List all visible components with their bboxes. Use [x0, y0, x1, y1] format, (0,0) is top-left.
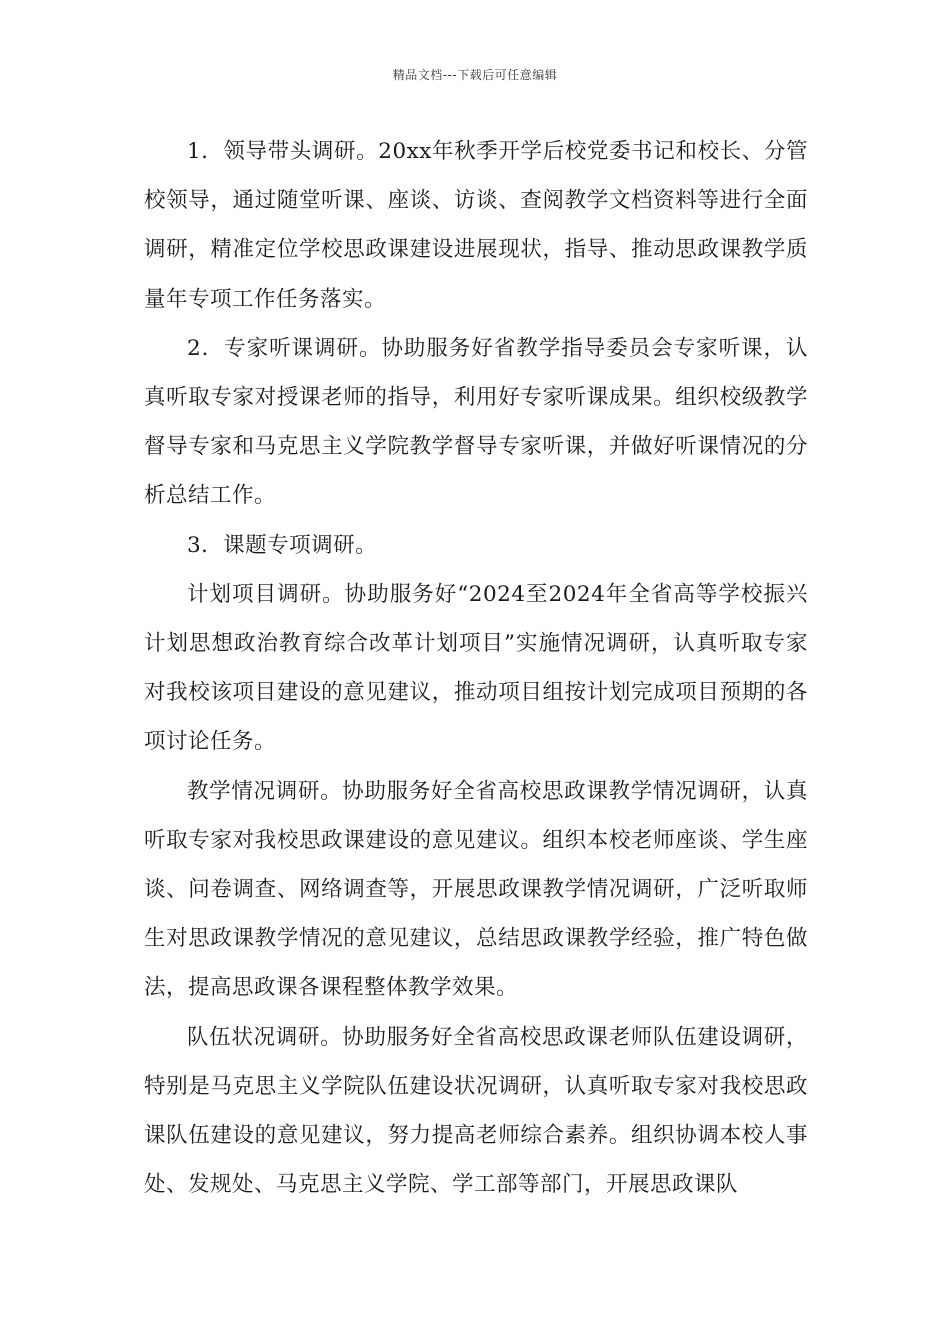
paragraph-project-research: 计划项目调研。协助服务好“2024至2024年全省高等学校振兴计划思想政治教育综合改革计划项目”实施情况调研，认真听取专家对我校该项目建设的意见建议，推动项目组按计划完成项目预期的各项讨论任务。	[144, 581, 808, 755]
document-body	[144, 127, 808, 1209]
paragraph-team-research: 队伍状况调研。协助服务好全省高校思政课老师队伍建设调研，特别是马克思主义学院队伍建设状况调研，认真听取专家对我校思政课队伍建设的意见建议，努力提高老师综合素养。组织协调本校人事处、发规处、马克思主义学院、学工部等部门，开展思政课队	[144, 1024, 808, 1198]
paragraph-topic-research-heading: 3．课题专项调研。	[187, 532, 378, 558]
paragraph-leadership-research: 1．领导带头调研。20xx年秋季开学后校党委书记和校长、分管校领导，通过随堂听课、座谈、访谈、查阅教学文档资料等进行全面调研，精准定位学校思政课建设进展现状，指导、推动思政课教学质量年专项工作任务落实。	[144, 139, 808, 312]
page-header: 精品文档---下载后可任意编辑	[392, 68, 558, 82]
paragraph-teaching-research: 教学情况调研。协助服务好全省高校思政课教学情况调研，认真听取专家对我校思政课建设的意见建议。组织本校老师座谈、学生座谈、问卷调查、网络调查等，开展思政课教学情况调研，广泛听取师生对思政课教学情况的意见建议，总结思政课教学经验，推广特色做法，提高思政课各课程整体教学效果。	[144, 778, 808, 1001]
paragraph-expert-lecture-research: 2．专家听课调研。协助服务好省教学指导委员会专家听课，认真听取专家对授课老师的指导，利用好专家听课成果。组织校级教学督导专家和马克思主义学院教学督导专家听课，并做好听课情况的分析总结工作。	[144, 335, 808, 509]
